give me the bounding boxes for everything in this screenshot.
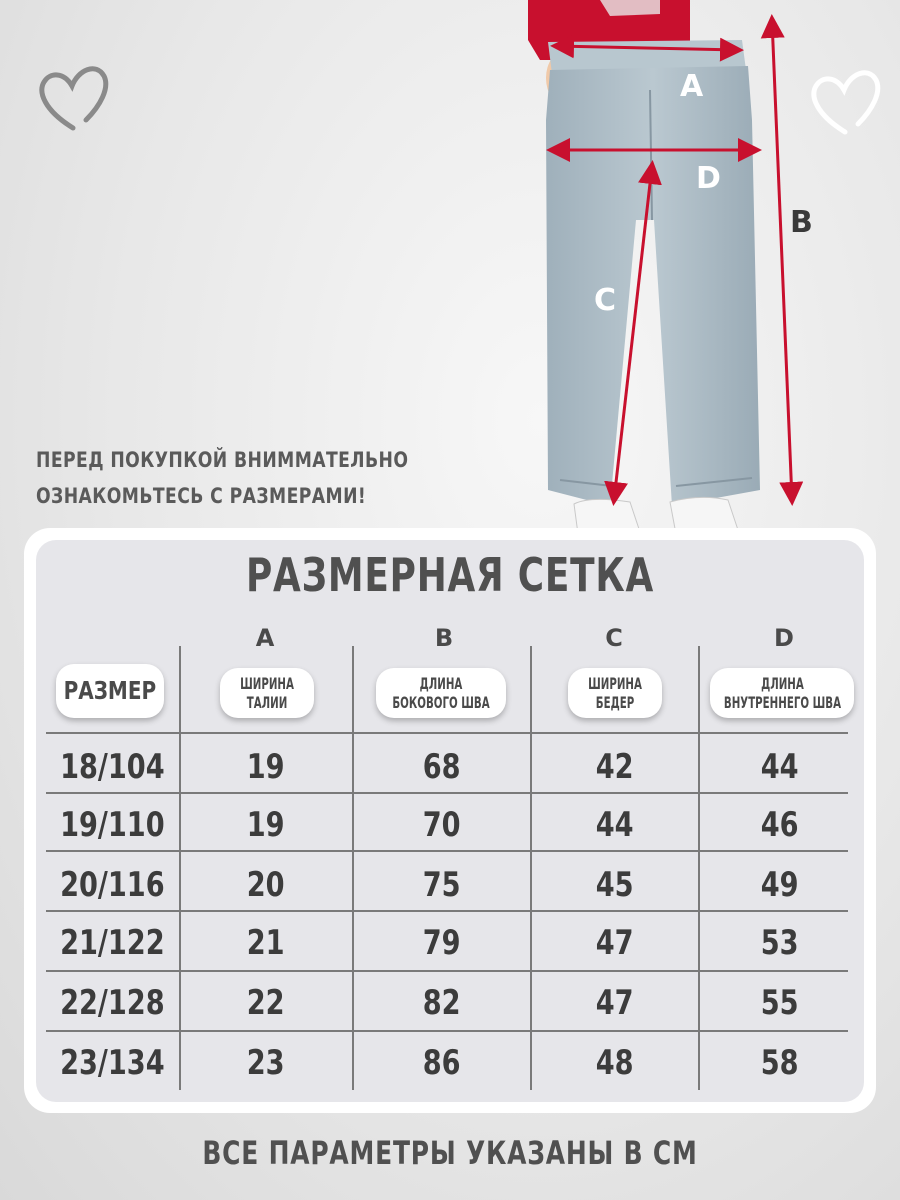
row-value-cell-d — [700, 738, 860, 796]
row-value-cell-a — [181, 914, 351, 972]
row-value-cell-c — [532, 856, 697, 914]
table-cell-text: 79 — [422, 923, 461, 963]
table-cell-text: 44 — [761, 747, 799, 787]
table-cell-text: 75 — [422, 865, 461, 905]
table-cell-text: 70 — [422, 805, 461, 845]
table-cell-text: 58 — [761, 1043, 799, 1083]
footer-note: ВСЕ ПАРАМЕТРЫ УКАЗАНЫ В СМ — [202, 1134, 698, 1172]
row-value-cell-b — [354, 856, 529, 914]
row-value-cell-a — [181, 974, 351, 1032]
row-value-cell-d — [700, 796, 860, 854]
column-header-d-line1: ДЛИНА — [760, 674, 804, 693]
row-size-cell — [46, 856, 178, 914]
column-header-c — [568, 668, 662, 718]
table-cell-text: 20/116 — [59, 865, 165, 905]
row-value-cell-d — [700, 914, 860, 972]
table-cell-text: 19 — [247, 747, 285, 787]
row-value-cell-b — [354, 738, 529, 796]
row-size-cell — [46, 914, 178, 972]
row-value-cell-a — [181, 1034, 351, 1092]
row-value-cell-b — [354, 1034, 529, 1092]
label-a: A — [680, 69, 704, 104]
table-cell-text: 53 — [761, 923, 799, 963]
table-cell-text: 20 — [247, 865, 285, 905]
column-header-a-line2: ТАЛИИ — [246, 693, 288, 712]
label-b: B — [790, 205, 813, 240]
table-cell-text: 55 — [761, 983, 799, 1023]
table-cell-text: 21/122 — [59, 923, 165, 963]
table-cell-text: 21 — [247, 923, 285, 963]
column-header-d-line2: ВНУТРЕННЕГО ШВА — [723, 693, 841, 712]
table-cell-text: 23 — [247, 1043, 285, 1083]
row-size-cell — [46, 1034, 178, 1092]
table-title: РАЗМЕРНАЯ СЕТКА — [245, 548, 655, 602]
table-cell-text: 45 — [595, 865, 634, 905]
table-cell-text: 68 — [422, 747, 461, 787]
table-cell-text: 19/110 — [59, 805, 165, 845]
row-value-cell-c — [532, 914, 697, 972]
table-cell-text: 49 — [761, 865, 799, 905]
column-header-a — [220, 668, 314, 718]
intro-line-2: ОЗНАКОМЬТЕСЬ С РАЗМЕРАМИ! — [36, 484, 367, 508]
table-cell-text: 47 — [595, 983, 634, 1023]
column-letter-c: C — [605, 624, 623, 652]
row-value-cell-b — [354, 914, 529, 972]
column-letter-d: D — [774, 624, 794, 652]
table-cell-text: 47 — [595, 923, 634, 963]
row-size-cell — [46, 974, 178, 1032]
jeans — [546, 66, 760, 506]
row-value-cell-d — [700, 1034, 860, 1092]
column-header-a-line1: ШИРИНА — [240, 674, 294, 693]
column-header-c-line1: ШИРИНА — [588, 674, 642, 693]
table-cell-text: 22/128 — [59, 983, 165, 1023]
table-cell-text: 23/134 — [59, 1043, 165, 1083]
row-value-cell-c — [532, 974, 697, 1032]
row-value-cell-a — [181, 796, 351, 854]
table-cell-text: 42 — [595, 747, 634, 787]
row-value-cell-b — [354, 974, 529, 1032]
column-header-b — [376, 668, 506, 718]
intro-notice — [36, 442, 409, 514]
size-header-pill — [56, 664, 164, 718]
table-cell-text: 82 — [422, 983, 461, 1023]
column-letter-a: A — [255, 624, 275, 652]
row-value-cell-c — [532, 738, 697, 796]
table-cell-text: 48 — [595, 1043, 634, 1083]
row-value-cell-a — [181, 738, 351, 796]
table-cell-text: 86 — [422, 1043, 461, 1083]
table-cell-text: 19 — [247, 805, 285, 845]
row-value-cell-c — [532, 1034, 697, 1092]
table-cell-text: 44 — [595, 805, 634, 845]
column-header-c-line2: БЕДЕР — [595, 693, 635, 712]
intro-line-1: ПЕРЕД ПОКУПКОЙ ВНИММАТЕЛЬНО — [36, 448, 409, 472]
row-value-cell-a — [181, 856, 351, 914]
column-header-d — [710, 668, 854, 718]
row-value-cell-d — [700, 856, 860, 914]
column-header-b-line1: ДЛИНА — [419, 674, 463, 693]
label-d: D — [696, 161, 721, 196]
label-c: C — [594, 283, 617, 318]
table-cell-text: 22 — [247, 983, 285, 1023]
column-header-b-line2: БОКОВОГО ШВА — [392, 693, 490, 712]
column-letter-b: B — [434, 624, 454, 652]
table-cell-text: 46 — [761, 805, 799, 845]
row-value-cell-d — [700, 974, 860, 1032]
row-value-cell-b — [354, 796, 529, 854]
arrow-b — [772, 20, 792, 500]
size-header: РАЗМЕР — [63, 676, 157, 705]
table-cell-text: 18/104 — [59, 747, 165, 787]
row-value-cell-c — [532, 796, 697, 854]
grid-hline — [46, 732, 848, 734]
row-size-cell — [46, 796, 178, 854]
row-size-cell — [46, 738, 178, 796]
